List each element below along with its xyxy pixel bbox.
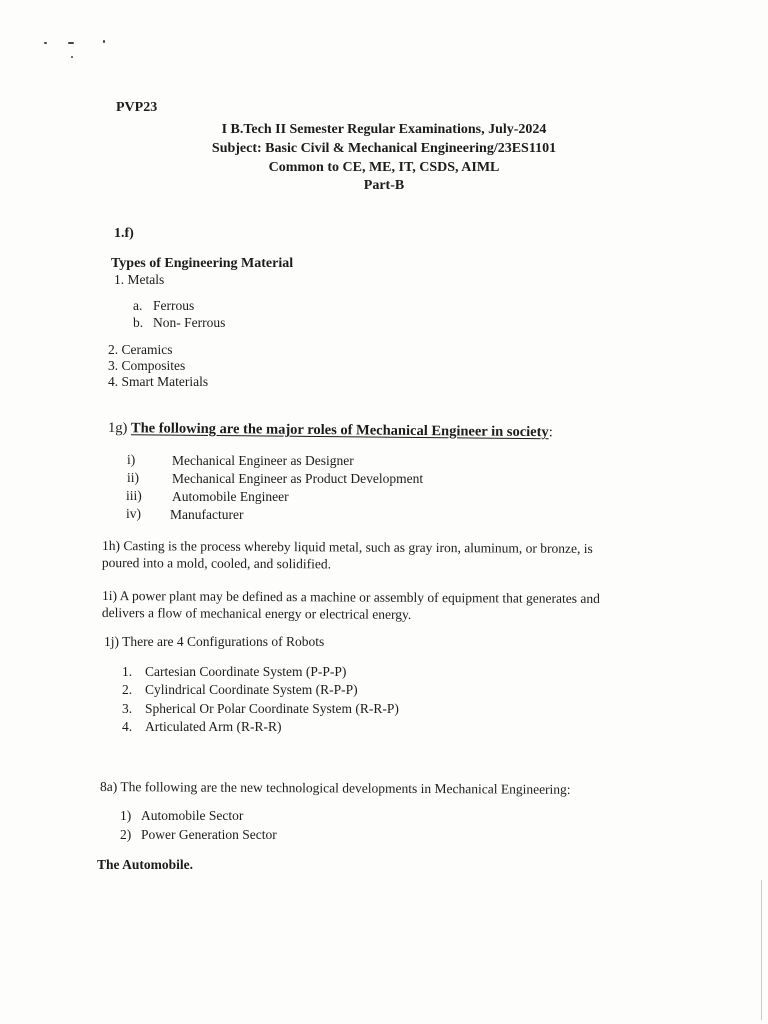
list-item: Non- Ferrous bbox=[153, 315, 226, 330]
part-line: Part-B bbox=[363, 178, 405, 193]
list-marker: i) bbox=[127, 452, 136, 467]
list-item: 4. Smart Materials bbox=[108, 374, 209, 389]
subject-title bbox=[0, 141, 768, 157]
section-heading: The Automobile. bbox=[97, 857, 194, 872]
part-title bbox=[0, 178, 768, 194]
list-item: Mechanical Engineer as Product Development bbox=[172, 471, 424, 486]
scan-edge-line bbox=[761, 880, 762, 1020]
list-item: 2. Ceramics bbox=[108, 342, 173, 357]
list-marker: 2) bbox=[120, 827, 132, 842]
list-item: Automobile Sector bbox=[141, 808, 244, 823]
exam-title bbox=[0, 122, 768, 138]
answer-1i bbox=[102, 587, 600, 624]
question-label-1g: 1g) bbox=[107, 420, 128, 437]
scan-speck bbox=[44, 42, 47, 44]
list-item: Automobile Engineer bbox=[172, 489, 289, 504]
section-heading: The following are the major roles of Mechanical Engineer in society bbox=[130, 420, 549, 441]
paragraph-line: 1i) A power plant may be defined as a machine or assembly of equipment that generates and bbox=[102, 588, 600, 607]
list-marker: ii) bbox=[127, 470, 139, 485]
list-marker: iii) bbox=[126, 488, 142, 503]
paragraph-line: poured into a mold, cooled, and solidified. bbox=[101, 555, 332, 572]
list-item: Cartesian Coordinate System (P-P-P) bbox=[145, 664, 347, 679]
list-marker: 1) bbox=[120, 808, 132, 823]
list-marker: 2. bbox=[122, 682, 133, 697]
paragraph-line: 1h) Casting is the process whereby liquid metal, such as gray iron, aluminum, or bronze, is bbox=[102, 538, 593, 556]
list-item: Manufacturer bbox=[170, 507, 244, 522]
question-8a-intro: 8a) The following are the new technological developments in Mechanical Engineering: bbox=[99, 779, 571, 797]
list-item: Spherical Or Polar Coordinate System (R-R-P) bbox=[145, 701, 399, 716]
list-item: 1. Metals bbox=[114, 272, 165, 287]
question-label-1f: 1.f) bbox=[114, 226, 134, 241]
section-heading: Types of Engineering Material bbox=[111, 256, 294, 271]
scan-speck bbox=[68, 42, 74, 44]
list-item: Mechanical Engineer as Designer bbox=[172, 453, 354, 468]
list-item: Articulated Arm (R-R-R) bbox=[145, 719, 282, 734]
scan-speck bbox=[103, 40, 105, 43]
paragraph-line: delivers a flow of mechanical energy or electrical energy. bbox=[101, 605, 412, 622]
list-marker: iv) bbox=[126, 506, 141, 521]
scan-speck bbox=[71, 56, 73, 58]
common-title bbox=[0, 160, 768, 176]
list-marker: a. bbox=[133, 298, 143, 313]
common-line: Common to CE, ME, IT, CSDS, AIML bbox=[268, 160, 500, 175]
answer-1h bbox=[102, 537, 593, 574]
list-marker: b. bbox=[133, 315, 144, 330]
subject-line: Subject: Basic Civil & Mechanical Engineering/23ES1101 bbox=[211, 141, 557, 156]
list-item: Cylindrical Coordinate System (R-P-P) bbox=[145, 682, 358, 697]
question-1j-intro: 1j) There are 4 Configurations of Robots bbox=[104, 634, 325, 649]
list-marker: 3. bbox=[122, 701, 133, 716]
list-item: Power Generation Sector bbox=[141, 827, 277, 842]
heading-colon: : bbox=[548, 424, 553, 441]
question-1g-heading bbox=[108, 420, 553, 441]
list-marker: 1. bbox=[122, 664, 133, 679]
exam-line: I B.Tech II Semester Regular Examinations, July-2024 bbox=[221, 122, 547, 137]
list-item: 3. Composites bbox=[108, 358, 186, 373]
list-item: Ferrous bbox=[153, 298, 195, 313]
paper-code: PVP23 bbox=[116, 100, 158, 115]
list-marker: 4. bbox=[122, 719, 133, 734]
